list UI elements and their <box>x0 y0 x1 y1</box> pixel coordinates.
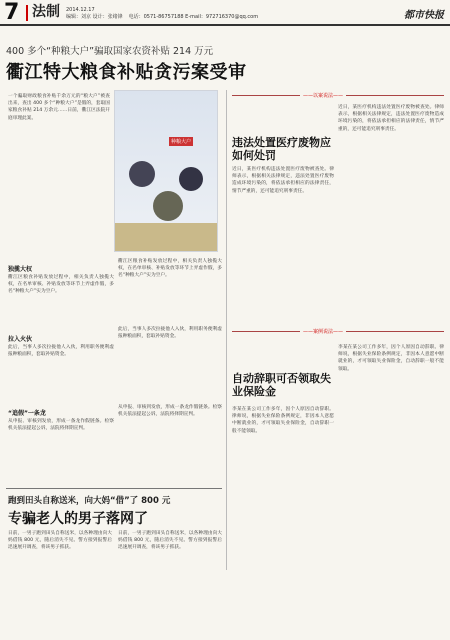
story-divider <box>6 488 222 489</box>
cartoon-illustration <box>114 90 218 252</box>
section-b-body: 此后，当事人多次拉拢他人入伙，利用职务便利虚报种粮面积，套取补贴资金。 <box>8 345 114 358</box>
section-c-body: 从申报、审核到发放，形成一条龙作假链条。检察机关依法提起公诉，法院将择期宣判。 <box>8 419 114 432</box>
illustration-banner: 种粮大户 <box>171 139 192 145</box>
masthead <box>0 0 450 26</box>
right-bottom-body: 李某在某公司工作多年，因个人原因自动辞职。律师说，根据失业保险条例规定，非因本人意愿中断就业的，才可领取失业保险金，自动辞职一般不能领取。 <box>232 407 334 434</box>
masthead-meta <box>66 7 123 21</box>
right-bottom-tag: ——案例说法—— <box>300 328 346 335</box>
phone: 电话：0571-86757188 <box>128 14 184 20</box>
second-body: 日前，一男子跑到田头自称送米，以各种理由向大妈借钱 800 元，随后消失不见。警方接到报警后迅速展开调查，将该男子抓获。 <box>8 531 112 551</box>
column-divider <box>226 90 227 570</box>
right-top-tag: ——以案说法—— <box>300 92 346 99</box>
section-c-title: “追假”一条龙 <box>8 410 46 417</box>
second-kicker: 跑到田头自称送米，向大妈“借”了 800 元 <box>8 496 171 506</box>
contact-meta <box>129 14 259 21</box>
lead-subtitle: 400 多个“种粮大户”骗取国家农资补贴 214 万元 <box>6 46 214 57</box>
lead-headline: 衢江特大粮食补贴贪污案受审 <box>6 62 247 83</box>
right-top-body-continued: 近日，某医疗机构违法处置医疗废物被查处。律师表示，根据相关法律规定，违法处置医疗废物造成环境污染的，将依法承担相应的法律责任，情节严重的，还可能追究刑事责任。 <box>338 105 444 132</box>
section-a-body: 衢江区粮食补贴发放过程中，相关负责人独揽大权，在名单审核、补贴发放等环节上弄虚作假，多名“种粮大户”实为空户。 <box>8 275 114 295</box>
section-divider <box>26 5 28 21</box>
paper-logo: 都市快报 <box>404 10 444 21</box>
cartoon-figure <box>179 167 203 191</box>
second-body-continued: 日前，一男子跑到田头自称送米，以各种理由向大妈借钱 800 元，随后消失不见。警方接到报警后迅速展开调查，将该男子抓获。 <box>118 531 222 551</box>
page-number: 7 <box>4 0 20 25</box>
illustration-ground <box>115 223 217 251</box>
email: E-mail：972716370@qq.com <box>185 14 259 20</box>
section-a-body-continued: 衢江区粮食补贴发放过程中，相关负责人独揽大权，在名单审核、补贴发放等环节上弄虚作假，多名“种粮大户”实为空户。 <box>118 259 222 279</box>
date-line: 2014.12.17 <box>66 7 95 13</box>
section-c-body-continued: 从申报、审核到发放，形成一条龙作假链条。检察机关依法提起公诉，法院将择期宣判。 <box>118 405 222 418</box>
lead-intro: 一个骗取财政粮食补贴千余万元的“粮大户”被查出来，查出 400 多个“种粮大户”是假的，套取国家粮食补贴 214 万余元……日前，衢江区法院开庭审理此案。 <box>8 94 110 121</box>
section-b-body-continued: 此后，当事人多次拉拢他人入伙，利用职务便利虚报种粮面积，套取补贴资金。 <box>118 327 222 340</box>
section-b-title: 拉入火伙 <box>8 336 33 343</box>
cartoon-figure <box>153 191 183 221</box>
right-bottom-headline: 自动辞职可否领取失业保险金 <box>232 372 331 398</box>
right-bottom-body-continued: 李某在某公司工作多年，因个人原因自动辞职。律师说，根据失业保险条例规定，非因本人意愿中断就业的，才可领取失业保险金，自动辞职一般不能领取。 <box>338 345 444 372</box>
editor-line: 编辑：刘京 设计：张绪锋 <box>66 14 123 20</box>
cartoon-figure <box>129 161 155 187</box>
right-top-body: 近日，某医疗机构违法处置医疗废物被查处。律师表示，根据相关法律规定，违法处置医疗废物造成环境污染的，将依法承担相应的法律责任，情节严重的，还可能追究刑事责任。 <box>232 167 334 194</box>
section-title: 法制 <box>32 4 60 20</box>
second-headline: 专骗老人的男子落网了 <box>8 511 148 527</box>
section-a-title: 独揽大权 <box>8 266 33 273</box>
right-top-headline: 违法处置医疗废物应如何处罚 <box>232 136 331 162</box>
